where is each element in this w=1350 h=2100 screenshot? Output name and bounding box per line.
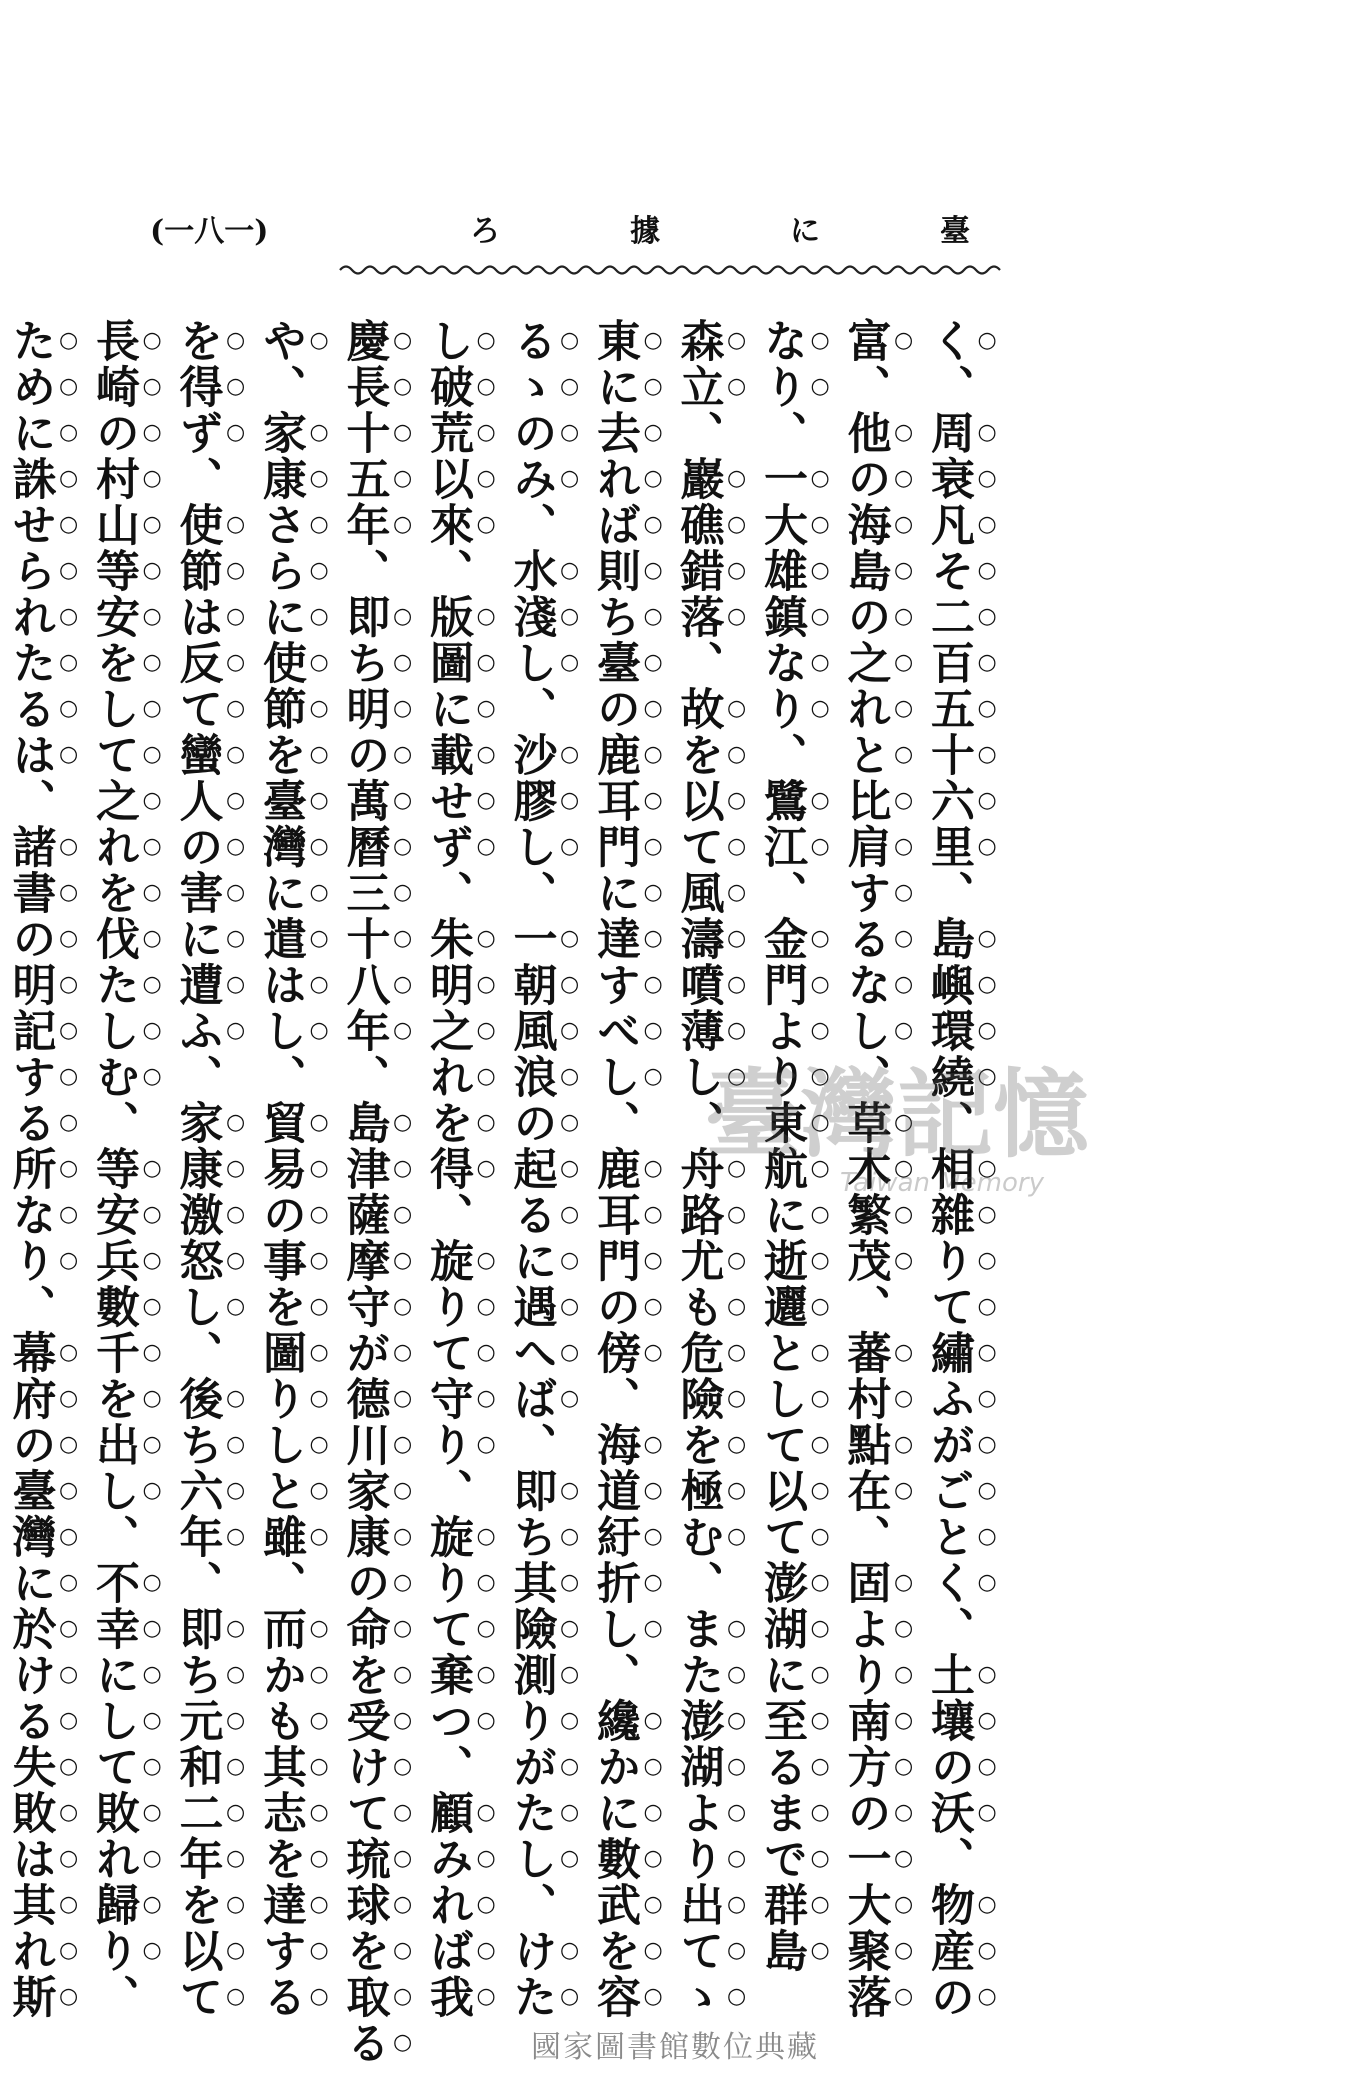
header-title-char: 據 (630, 214, 660, 249)
text-column: 東に去れば則ち臺の鹿耳門に達すべし、鹿耳門の傍、海道紆折し、纔かに數武を容 (589, 318, 640, 2020)
text-column: 長崎の村山等安をして之れを伐たしむ、等安兵數千を出し、不幸にして敗れ歸り、 (88, 318, 139, 2020)
watermark-subtitle: Taiwan Memory (840, 1168, 1044, 1198)
text-column: く、周衰凡そ二百五十六里、島嶼環繞、相雜りて繡ふがごとく、土壤の沃、物産の (923, 318, 974, 2020)
text-column: ために誅せられたるは、諸書の明記する所なり、幕府の臺灣に於ける失敗は其れ斯 (4, 318, 56, 2020)
text-column: し破荒以來、版圖に載せず、朱明之れを得、旋りて守り、旋りて棄つ、顧みれば我 (422, 318, 473, 2020)
wavy-divider (340, 262, 990, 278)
header-title-char: ろ (470, 214, 500, 249)
text-column: 慶長十五年、即ち明の萬曆三十八年、島津薩摩守が德川家康の命を受けて琉球を取る (338, 318, 390, 2066)
watermark-title: 臺灣記憶 (705, 1058, 1089, 1171)
text-column: なり、一大雄鎮なり、鷺江、金門より東航に逝邐として以て澎湖に至るまで群島 (756, 318, 807, 1974)
page-number: (一八一) (150, 214, 269, 249)
text-column: を得ず、使節は反て蠻人の害に遭ふ、家康激怒し、後ち六年、即ち元和二年を以て (171, 318, 223, 2020)
archive-footer: 國家圖書館數位典藏 (531, 2030, 819, 2065)
text-column: 富、他の海島の之れと比肩するなし、草木繁茂、蕃村點在、固より南方の一大聚落 (839, 318, 891, 2020)
text-column: るゝのみ、水淺し、沙膠し、一朝風浪の起るに遇へば、即ち其險測りがたし、けた (505, 318, 557, 2020)
header-title-char: に (790, 214, 820, 249)
running-header (150, 212, 980, 252)
header-title-char: 臺 (940, 214, 970, 249)
text-column: や、家康さらに使節を臺灣に遣はし、貿易の事を圖りしと雖、而かも其志を達する (255, 318, 306, 2020)
text-column: 森立、巖礁錯落、故を以て風濤噴薄し、舟路尤も危險を極む、また澎湖より出てゝ (672, 318, 724, 2020)
